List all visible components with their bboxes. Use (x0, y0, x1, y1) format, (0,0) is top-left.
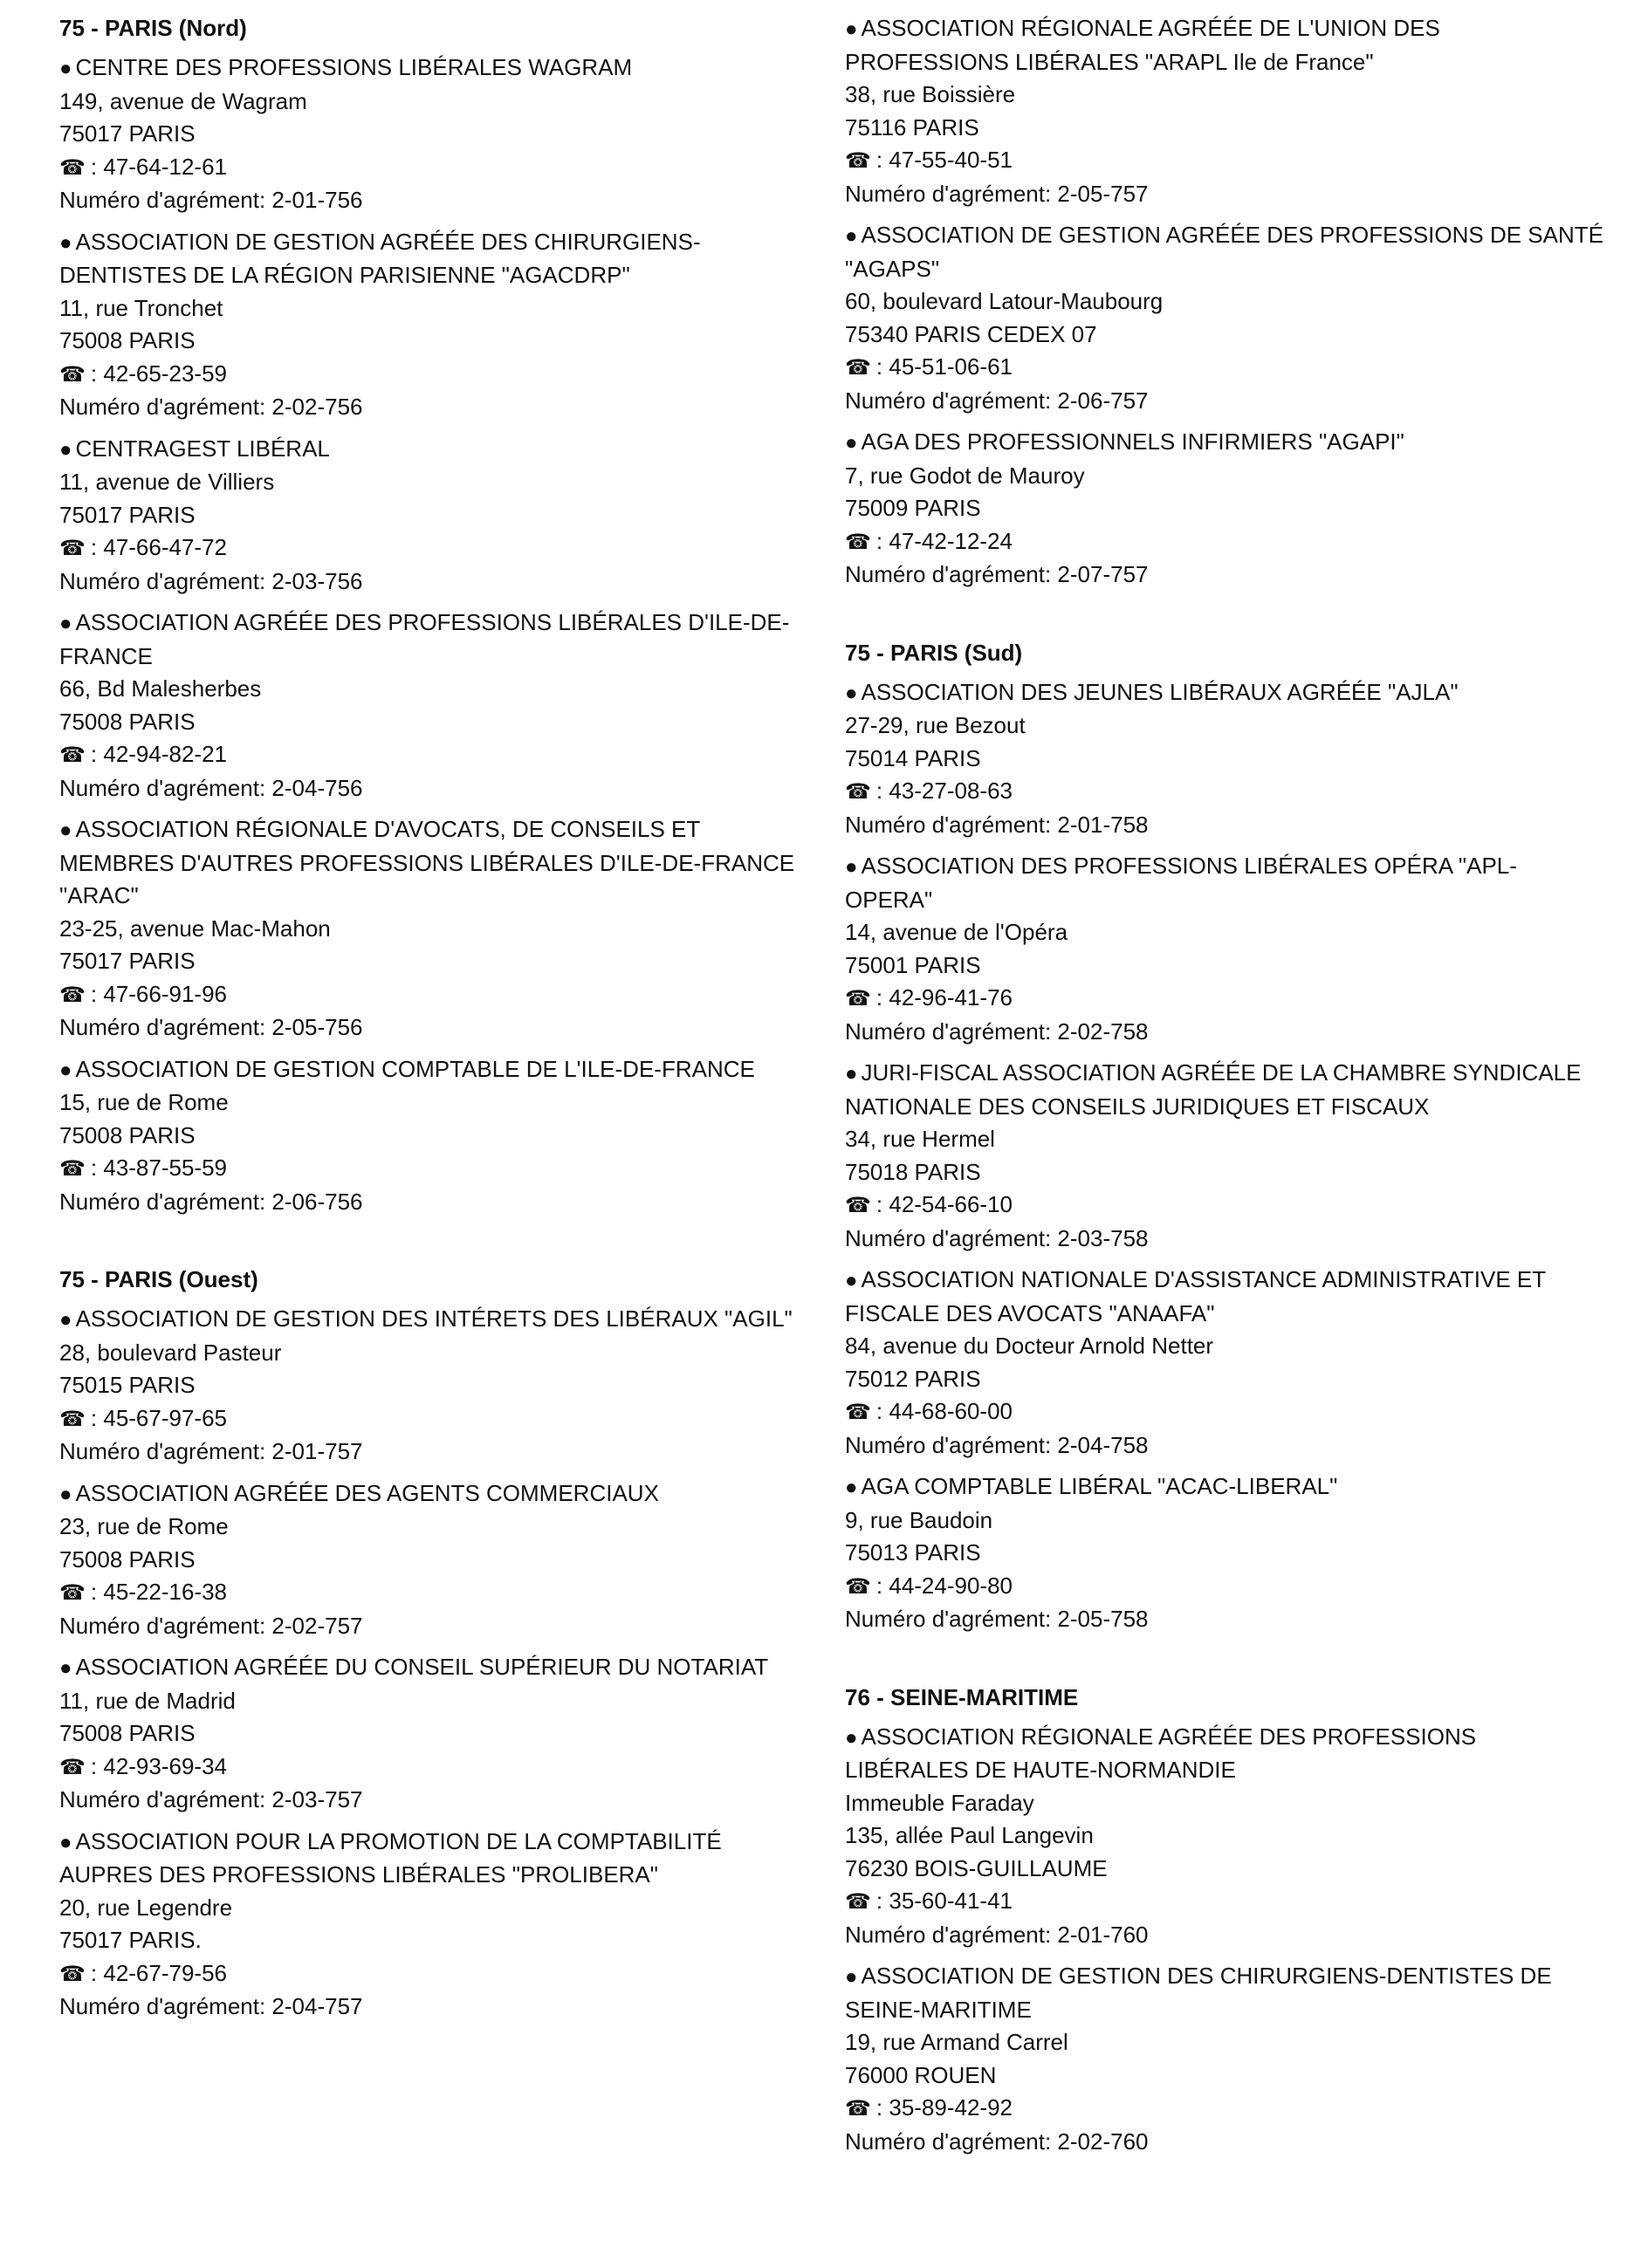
phone-number: : 42-54-66-10 (875, 1191, 1013, 1217)
phone-number: : 47-42-12-24 (875, 527, 1013, 554)
phone-icon: ☎ (845, 356, 871, 380)
address-line: 75014 PARIS (845, 744, 981, 771)
section-title: 76 - SEINE-MARITIME (845, 1683, 1079, 1710)
association-name (845, 1470, 1604, 1504)
directory-entry (59, 1477, 801, 1643)
address-line: 76230 BOIS-GUILLAUME (845, 1854, 1108, 1881)
bullet-icon: ● (59, 612, 72, 635)
directory-entry (845, 1057, 1604, 1255)
address-line: 75018 PARIS (845, 1158, 981, 1185)
phone-number: : 35-60-41-41 (875, 1888, 1013, 1914)
association-name (845, 1264, 1604, 1330)
association-name (59, 226, 801, 292)
association-name-text: CENTRAGEST LIBÉRAL (75, 435, 330, 462)
association-name-text: CENTRE DES PROFESSIONS LIBÉRALES WAGRAM (75, 54, 633, 80)
association-name-text: ASSOCIATION AGRÉÉE DES AGENTS COMMERCIAUX (75, 1479, 659, 1506)
bullet-icon: ● (59, 1308, 72, 1332)
phone-icon: ☎ (59, 983, 86, 1007)
association-name (59, 51, 801, 86)
phone-icon: ☎ (845, 1574, 871, 1599)
association-name (59, 606, 801, 673)
phone-icon: ☎ (59, 155, 86, 180)
section-title: 75 - PARIS (Sud) (845, 639, 1023, 666)
association-name-text: ASSOCIATION DE GESTION DES CHIRURGIENS-DENTISTES DE SEINE-MARITIME (845, 1963, 1552, 2023)
phone-number: : 42-94-82-21 (90, 741, 228, 767)
address-line: 75116 PARIS (845, 113, 979, 140)
association-name-text: ASSOCIATION DE GESTION COMPTABLE DE L'ILE-DE-FRANCE (75, 1055, 755, 1082)
address-line: 28, boulevard Pasteur (59, 1339, 282, 1366)
phone-icon: ☎ (59, 1407, 86, 1431)
address-line: 60, boulevard Latour-Maubourg (845, 288, 1164, 314)
phone-icon: ☎ (845, 780, 871, 804)
directory-entry (845, 426, 1604, 592)
phone-icon: ☎ (845, 1890, 871, 1914)
phone-line (845, 982, 1604, 1016)
phone-icon: ☎ (845, 530, 871, 554)
approval-number: Numéro d'agrément: 2-03-758 (845, 1224, 1149, 1251)
address-line: 19, rue Armand Carrel (845, 2029, 1068, 2055)
phone-number: : 47-64-12-61 (90, 153, 228, 180)
bullet-icon: ● (59, 819, 72, 842)
bullet-icon: ● (845, 17, 858, 41)
association-name-text: ASSOCIATION DE GESTION AGRÉÉE DES PROFESSIONS DE SANTÉ "AGAPS" (845, 222, 1603, 282)
address-line: 38, rue Boissière (845, 81, 1016, 107)
directory-entry (59, 813, 801, 1045)
address-line: 75008 PARIS (59, 1720, 196, 1746)
approval-number: Numéro d'agrément: 2-02-756 (59, 394, 363, 420)
approval-number: Numéro d'agrément: 2-05-756 (59, 1014, 363, 1040)
address-line: 75015 PARIS (59, 1372, 196, 1398)
phone-number: : 43-27-08-63 (875, 778, 1013, 804)
association-name-text: ASSOCIATION POUR LA PROMOTION DE LA COMPTABILITÉ AUPRES DES PROFESSIONS LIBÉRALES "PROLIBERA" (59, 1827, 722, 1888)
directory-section (845, 1682, 1604, 2159)
association-name (845, 219, 1604, 285)
phone-number: : 45-67-97-65 (90, 1404, 228, 1431)
address-line: 75013 PARIS (845, 1539, 981, 1566)
approval-number: Numéro d'agrément: 2-02-757 (59, 1612, 363, 1639)
address-line: 75008 PARIS (59, 708, 196, 735)
directory-entry (59, 433, 801, 599)
phone-line (59, 1751, 801, 1785)
address-line: 75009 PARIS (845, 495, 981, 521)
association-name-text: ASSOCIATION DE GESTION DES INTÉRETS DES LIBÉRAUX "AGIL" (75, 1305, 793, 1332)
address-line: 75017 PARIS (59, 948, 196, 974)
phone-line (59, 1402, 801, 1436)
phone-icon: ☎ (59, 1581, 86, 1605)
association-name (845, 426, 1604, 460)
phone-line (59, 1152, 801, 1186)
phone-line (59, 738, 801, 772)
phone-icon: ☎ (845, 2097, 871, 2121)
address-line: 11, rue Tronchet (59, 294, 223, 321)
directory-entry (845, 219, 1604, 417)
phone-icon: ☎ (59, 362, 86, 387)
address-line: 15, rue de Rome (59, 1089, 229, 1115)
association-name (845, 676, 1604, 710)
association-name (59, 813, 801, 913)
association-name (59, 1053, 801, 1087)
approval-number: Numéro d'agrément: 2-01-757 (59, 1438, 363, 1464)
association-name-text: ASSOCIATION RÉGIONALE AGRÉÉE DES PROFESSIONS LIBÉRALES DE HAUTE-NORMANDIE (845, 1723, 1477, 1783)
phone-line (59, 531, 801, 565)
association-name (845, 12, 1604, 79)
address-line: 11, avenue de Villiers (59, 469, 275, 495)
bullet-icon: ● (845, 1725, 858, 1750)
phone-number: : 45-22-16-38 (90, 1579, 228, 1605)
approval-number: Numéro d'agrément: 2-04-756 (59, 774, 363, 801)
bullet-icon: ● (59, 437, 72, 462)
phone-number: : 44-24-90-80 (875, 1572, 1013, 1599)
directory-section (845, 637, 1604, 1636)
association-name-text: ASSOCIATION NATIONALE D'ASSISTANCE ADMINISTRATIVE ET FISCALE DES AVOCATS "ANAAFA" (845, 1266, 1546, 1326)
phone-icon: ☎ (845, 1194, 871, 1217)
phone-number: : 42-93-69-34 (90, 1752, 228, 1779)
association-name-text: ASSOCIATION DE GESTION AGRÉÉE DES CHIRURGIENS-DENTISTES DE LA RÉGION PARISIENNE "AGACDRP" (59, 228, 701, 288)
association-name-text: AGA DES PROFESSIONNELS INFIRMIERS "AGAPI" (861, 428, 1404, 455)
phone-number: : 47-66-91-96 (90, 980, 228, 1007)
phone-icon: ☎ (845, 1401, 871, 1424)
phone-number: : 42-96-41-76 (875, 984, 1013, 1011)
address-line: 75008 PARIS (59, 1545, 196, 1573)
directory-entry (845, 1264, 1604, 1462)
address-line: 9, rue Baudoin (845, 1506, 993, 1533)
phone-line (845, 1395, 1604, 1429)
address-line: 27-29, rue Bezout (845, 712, 1026, 738)
phone-icon: ☎ (59, 1755, 86, 1779)
address-line: 75001 PARIS (845, 951, 981, 978)
bullet-icon: ● (845, 224, 858, 248)
address-line: 75017 PARIS (59, 120, 196, 147)
left-column (59, 12, 801, 2069)
association-name-text: ASSOCIATION DES JEUNES LIBÉRAUX AGRÉÉE "AJLA" (861, 678, 1459, 705)
directory-entry (59, 1303, 801, 1469)
bullet-icon: ● (845, 681, 858, 705)
approval-number: Numéro d'agrément: 2-03-757 (59, 1786, 363, 1812)
phone-line (845, 1885, 1604, 1919)
phone-line (59, 358, 801, 392)
association-name (59, 433, 801, 467)
phone-number: : 44-68-60-00 (875, 1398, 1013, 1424)
directory-section (59, 1264, 801, 2024)
directory-entry (59, 1651, 801, 1817)
address-line: 34, rue Hermel (845, 1126, 995, 1152)
phone-line (845, 144, 1604, 178)
approval-number: Numéro d'agrément: 2-02-760 (845, 2128, 1149, 2155)
directory-entry (845, 1960, 1604, 2158)
directory-section (845, 12, 1604, 592)
bullet-icon: ● (845, 1965, 858, 1989)
bullet-icon: ● (845, 1269, 858, 1292)
phone-icon: ☎ (845, 987, 871, 1011)
approval-number: Numéro d'agrément: 2-04-757 (59, 1993, 363, 2019)
approval-number: Numéro d'agrément: 2-01-756 (59, 187, 363, 213)
association-name (845, 1960, 1604, 2026)
phone-icon: ☎ (59, 743, 86, 767)
phone-number: : 47-55-40-51 (875, 147, 1013, 173)
directory-entry (845, 676, 1604, 842)
phone-icon: ☎ (59, 537, 86, 560)
phone-number: : 45-51-06-61 (875, 353, 1013, 380)
phone-line (845, 2092, 1604, 2126)
address-line: Immeuble Faraday (845, 1789, 1034, 1816)
approval-number: Numéro d'agrément: 2-03-756 (59, 567, 363, 594)
address-line: 76000 ROUEN (845, 2061, 997, 2088)
directory-entry (59, 51, 801, 217)
association-name (59, 1826, 801, 1892)
phone-line (59, 1957, 801, 1991)
bullet-icon: ● (845, 1476, 858, 1499)
phone-number: : 47-66-47-72 (90, 534, 228, 560)
association-name (59, 1303, 801, 1337)
phone-line (845, 1570, 1604, 1604)
directory-entry (59, 606, 801, 805)
address-line: 135, allée Paul Langevin (845, 1822, 1094, 1848)
association-name (59, 1477, 801, 1511)
bullet-icon: ● (59, 1830, 72, 1854)
address-line: 66, Bd Malesherbes (59, 675, 262, 702)
directory-entry (845, 1721, 1604, 1952)
association-name-text: ASSOCIATION AGRÉÉE DU CONSEIL SUPÉRIEUR DU NOTARIAT (75, 1654, 769, 1680)
association-name-text: ASSOCIATION RÉGIONALE D'AVOCATS, DE CONSEILS ET MEMBRES D'AUTRES PROFESSIONS LIBÉRALES D'ILE-DE-FRANCE "ARAC" (59, 816, 795, 908)
directory-entry (845, 850, 1604, 1048)
phone-line (845, 775, 1604, 809)
approval-number: Numéro d'agrément: 2-06-756 (59, 1188, 363, 1215)
association-name-text: JURI-FISCAL ASSOCIATION AGRÉÉE DE LA CHAMBRE SYNDICALE NATIONALE DES CONSEILS JURIDIQUES ET FISCAUX (845, 1059, 1582, 1120)
bullet-icon: ● (845, 855, 858, 879)
association-name-text: ASSOCIATION DES PROFESSIONS LIBÉRALES OPÉRA "APL-OPERA" (845, 853, 1517, 913)
directory-section (59, 12, 801, 1218)
address-line: 20, rue Legendre (59, 1894, 233, 1921)
phone-line (59, 978, 801, 1012)
phone-line (845, 1189, 1604, 1223)
phone-number: : 35-89-42-92 (875, 2094, 1013, 2121)
address-line: 75017 PARIS. (59, 1927, 202, 1953)
approval-number: Numéro d'agrément: 2-05-758 (845, 1606, 1149, 1632)
association-name-text: AGA COMPTABLE LIBÉRAL "ACAC-LIBERAL" (861, 1473, 1338, 1499)
phone-number: : 42-65-23-59 (90, 360, 228, 387)
phone-number: : 43-87-55-59 (90, 1155, 228, 1181)
address-line: 75017 PARIS (59, 501, 196, 528)
association-name (845, 850, 1604, 916)
approval-number: Numéro d'agrément: 2-04-758 (845, 1431, 1149, 1458)
bullet-icon: ● (59, 1058, 72, 1082)
right-column (845, 12, 1604, 2203)
bullet-icon: ● (59, 1482, 72, 1506)
phone-icon: ☎ (845, 149, 871, 173)
directory-entry (845, 12, 1604, 210)
address-line: 75012 PARIS (845, 1365, 981, 1392)
address-line: 23-25, avenue Mac-Mahon (59, 915, 331, 942)
address-line: 75340 PARIS CEDEX 07 (845, 320, 1097, 347)
association-name-text: ASSOCIATION RÉGIONALE AGRÉÉE DE L'UNION DES PROFESSIONS LIBÉRALES "ARAPL Ile de France" (845, 15, 1440, 75)
phone-line (59, 151, 801, 185)
bullet-icon: ● (59, 1656, 72, 1680)
bullet-icon: ● (59, 57, 72, 80)
bullet-icon: ● (59, 230, 72, 255)
approval-number: Numéro d'agrément: 2-02-758 (845, 1018, 1149, 1045)
phone-icon: ☎ (59, 1962, 86, 1986)
address-line: 149, avenue de Wagram (59, 87, 307, 114)
address-line: 14, avenue de l'Opéra (845, 919, 1068, 945)
approval-number: Numéro d'agrément: 2-07-757 (845, 561, 1149, 587)
phone-number: : 42-67-79-56 (90, 1959, 228, 1986)
section-title: 75 - PARIS (Nord) (59, 15, 247, 41)
association-name-text: ASSOCIATION AGRÉÉE DES PROFESSIONS LIBÉRALES D'ILE-DE-FRANCE (59, 609, 790, 669)
directory-entry (59, 226, 801, 424)
address-line: 23, rue de Rome (59, 1513, 229, 1539)
approval-number: Numéro d'agrément: 2-06-757 (845, 387, 1149, 414)
address-line: 7, rue Godot de Mauroy (845, 462, 1085, 489)
bullet-icon: ● (845, 431, 858, 455)
phone-line (59, 1576, 801, 1610)
phone-icon: ☎ (59, 1157, 86, 1181)
address-line: 75008 PARIS (59, 1121, 196, 1148)
directory-entry (59, 1053, 801, 1219)
directory-entry (845, 1470, 1604, 1636)
approval-number: Numéro d'agrément: 2-05-757 (845, 180, 1149, 207)
section-title: 75 - PARIS (Ouest) (59, 1266, 258, 1292)
address-line: 84, avenue du Docteur Arnold Netter (845, 1333, 1214, 1359)
association-name (845, 1057, 1604, 1123)
bullet-icon: ● (845, 1062, 858, 1086)
address-line: 75008 PARIS (59, 327, 196, 353)
approval-number: Numéro d'agrément: 2-01-758 (845, 811, 1149, 838)
phone-line (845, 525, 1604, 559)
approval-number: Numéro d'agrément: 2-01-760 (845, 1921, 1149, 1948)
phone-line (845, 351, 1604, 385)
directory-entry (59, 1826, 801, 2024)
address-line: 11, rue de Madrid (59, 1687, 236, 1714)
association-name (845, 1721, 1604, 1787)
association-name (59, 1651, 801, 1685)
